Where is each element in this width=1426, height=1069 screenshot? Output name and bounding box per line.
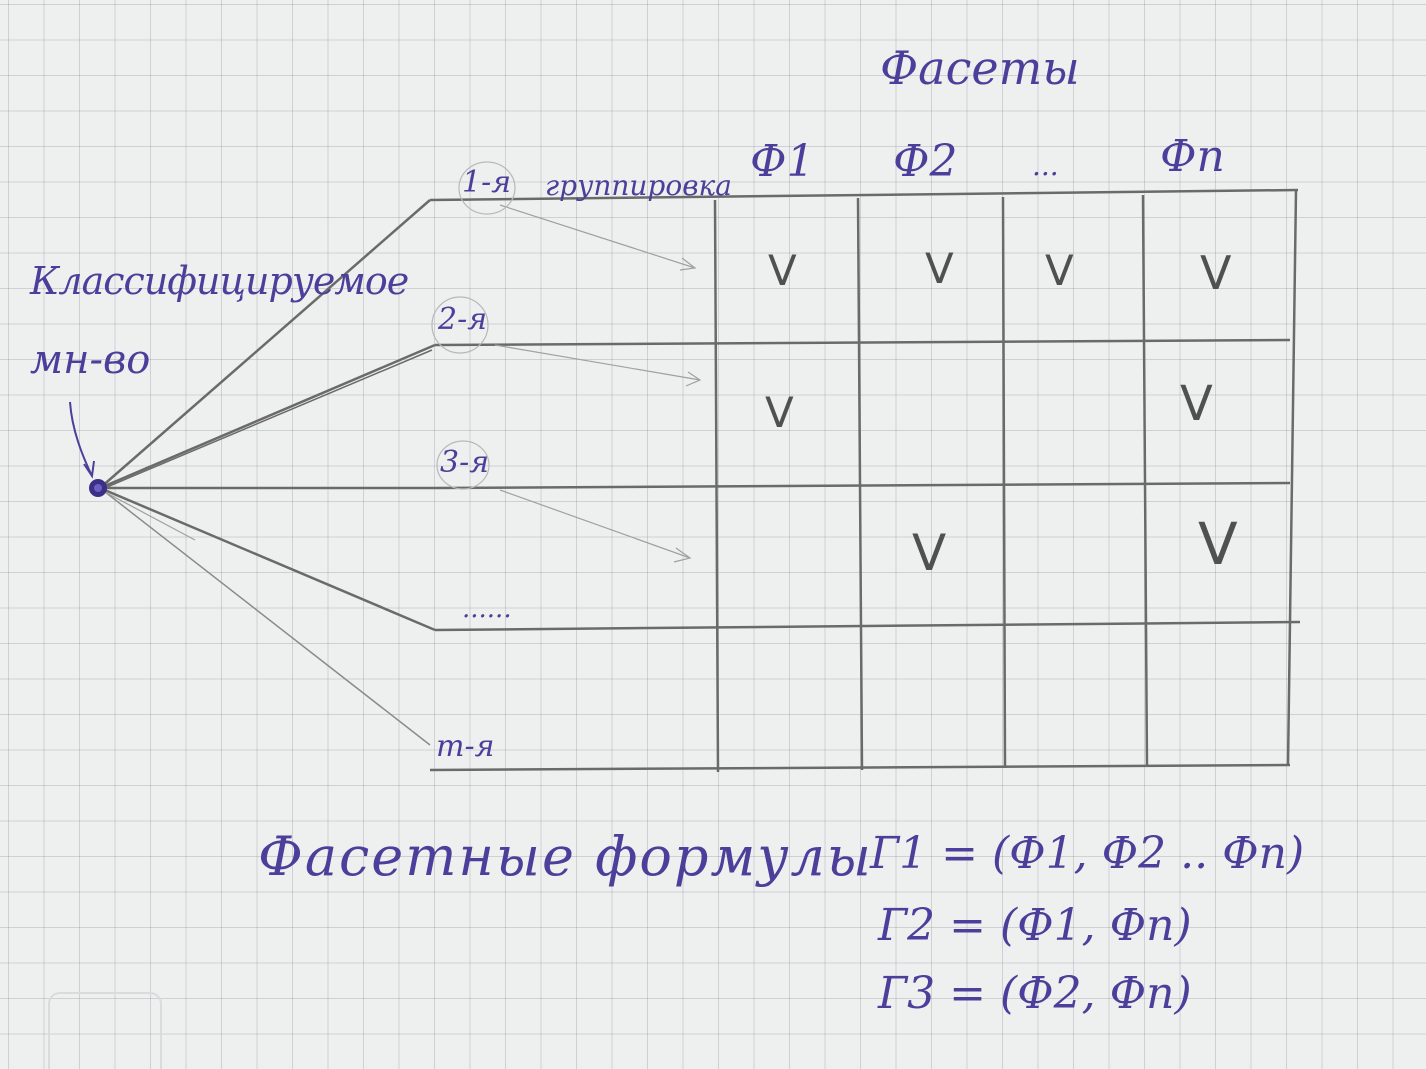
notebook-corner-mark	[48, 992, 162, 1069]
facet-header-n: Фn	[1160, 131, 1225, 182]
facet-header-1: Ф1	[750, 136, 815, 187]
grouping-lines	[430, 190, 1300, 770]
check-r2-c1: V	[765, 388, 794, 437]
group-line-3	[435, 483, 1290, 488]
check-r3-c2: V	[912, 524, 947, 582]
diagram-title: Фасеты	[880, 41, 1080, 95]
check-r2-c4: V	[1180, 376, 1213, 432]
formula-2: Г2 = (Ф1, Фn)	[878, 900, 1192, 951]
check-r3-c4: V	[1198, 510, 1238, 578]
grouping-label-2: 2-я	[438, 302, 488, 337]
source-label-line1: Классифицируемое	[30, 259, 409, 303]
facet-header-ellipsis: ...	[1032, 149, 1059, 182]
source-point	[70, 402, 107, 497]
grouping-label-dots: ......	[462, 594, 512, 624]
group-line-4	[435, 622, 1300, 630]
group-line-5	[430, 765, 1290, 770]
grouping-caption: группировка	[545, 169, 732, 202]
fan-line-4	[100, 488, 435, 630]
formula-1: Г1 = (Ф1, Ф2 .. Фn)	[870, 828, 1305, 879]
check-r1-c2: V	[925, 244, 954, 293]
grouping-label-1: 1-я	[462, 165, 512, 200]
grouping-label-m: m-я	[436, 729, 495, 764]
formulas-heading: Фасетные формулы	[258, 825, 873, 888]
fan-line-5	[100, 488, 430, 745]
check-r1-c3: V	[1045, 246, 1074, 295]
group-line-2	[435, 340, 1290, 345]
facet-header-2: Ф2	[893, 136, 958, 187]
check-r1-c1: V	[768, 246, 797, 295]
source-label-line2: мн-во	[30, 337, 151, 383]
check-r1-c4: V	[1200, 246, 1232, 300]
grouping-label-3: 3-я	[440, 445, 490, 480]
formula-3: Г3 = (Ф2, Фn)	[878, 968, 1192, 1019]
